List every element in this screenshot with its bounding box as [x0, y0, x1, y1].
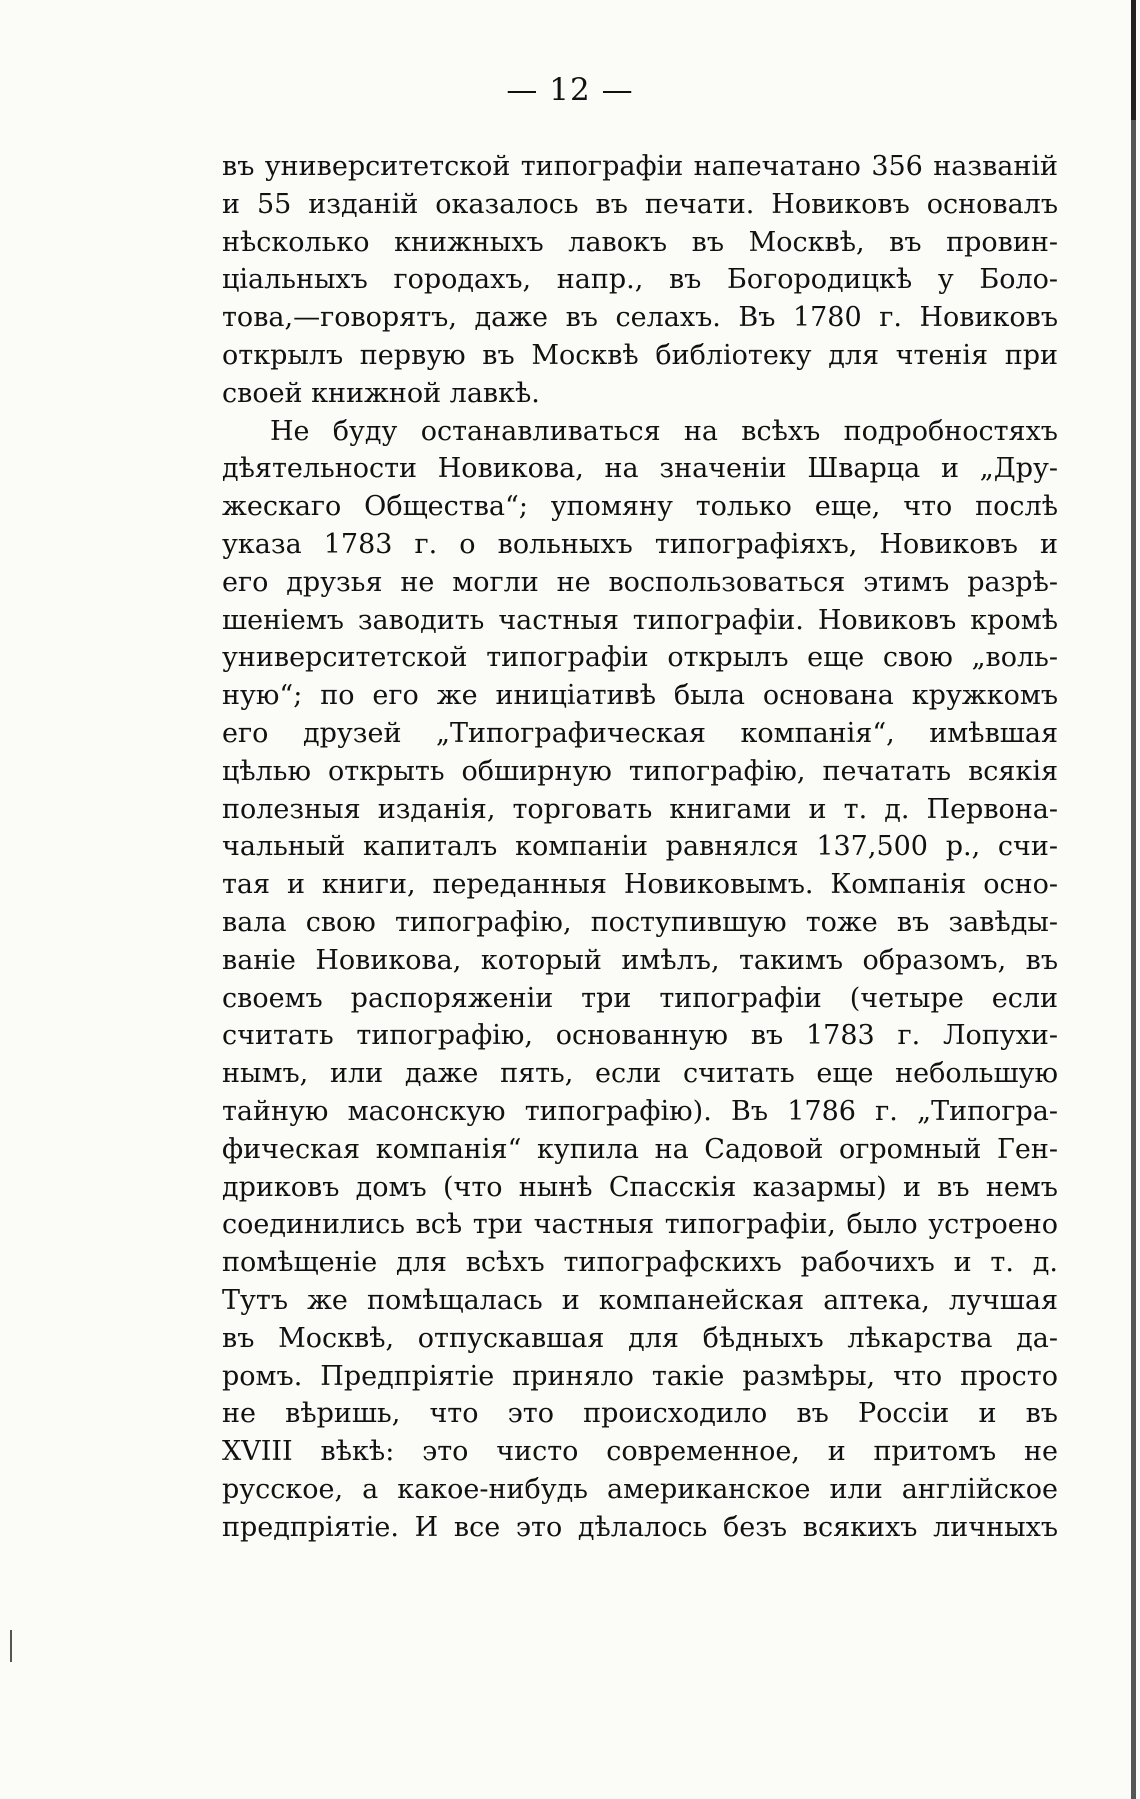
text-line: русское, а какое-нибудь американское или англійское: [222, 1473, 1058, 1505]
text-line: шеніемъ заводить частныя типографіи. Новиковъ кромѣ: [222, 604, 1058, 636]
text-line: цѣлью открыть обширную типографію, печатать всякія: [222, 755, 1058, 787]
text-line: ціальныхъ городахъ, напр., въ Богородицкѣ у Боло-: [222, 264, 1058, 296]
text-line: соединились всѣ три частныя типографіи, было устроено: [222, 1209, 1058, 1241]
text-line: тая и книги, переданныя Новиковымъ. Компанія осно-: [222, 869, 1058, 901]
text-line: ваніе Новикова, который имѣлъ, такимъ образомъ, въ: [222, 944, 1058, 976]
text-line: фическая компанія“ купила на Садовой огромный Ген-: [222, 1133, 1058, 1165]
text-line: нымъ, или даже пять, если считать еще небольшую: [222, 1058, 1058, 1090]
text-line: ромъ. Предпріятіе приняло такіе размѣры, что просто: [222, 1360, 1058, 1392]
page-number: — 12 —: [506, 72, 634, 108]
text-line: своемъ распоряженіи три типографіи (четыре если: [222, 982, 1058, 1014]
text-line: това,—говорятъ, даже въ селахъ. Въ 1780 г. Новиковъ: [222, 302, 1058, 334]
page-edge-shadow: [1131, 0, 1136, 1799]
text-line: нѣсколько книжныхъ лавокъ въ Москвѣ, въ провин-: [222, 226, 1058, 258]
text-line: Тутъ же помѣщалась и компанейская аптека, лучшая: [222, 1284, 1058, 1316]
text-line: полезныя изданія, торговать книгами и т. д. Первона-: [222, 793, 1058, 825]
text-line: дѣятельности Новикова, на значеніи Шварца и „Дру-: [222, 453, 1058, 485]
scan-mark: [10, 1630, 12, 1662]
text-line: своей книжной лавкѣ.: [222, 377, 540, 409]
text-line: и 55 изданій оказалось въ печати. Новиковъ основалъ: [222, 188, 1058, 220]
body-text: [222, 148, 1058, 1546]
text-line: дриковъ домъ (что нынѣ Спасскія казармы) и въ немъ: [222, 1171, 1058, 1203]
text-line: тайную масонскую типографію). Въ 1786 г. „Типогра-: [222, 1095, 1058, 1127]
text-line: считать типографію, основанную въ 1783 г. Лопухи-: [222, 1020, 1058, 1052]
text-line: его друзья не могли не воспользоваться этимъ разрѣ-: [222, 566, 1058, 598]
text-line: въ университетской типографіи напечатано 356 названій: [222, 151, 1058, 182]
text-line: предпріятіе. И все это дѣлалось безъ всякихъ личныхъ: [222, 1511, 1058, 1543]
text-line: XVIII вѣкѣ: это чисто современное, и притомъ не: [222, 1436, 1058, 1468]
text-line: въ Москвѣ, отпускавшая для бѣдныхъ лѣкарства да-: [222, 1322, 1058, 1354]
text-line: помѣщеніе для всѣхъ типографскихъ рабочихъ и т. д.: [222, 1247, 1058, 1279]
text-line: университетской типографіи открылъ еще свою „воль-: [222, 642, 1058, 674]
text-line: его друзей „Типографическая компанія“, имѣвшая: [222, 717, 1058, 749]
text-line: ную“; по его же иниціативѣ была основана кружкомъ: [222, 680, 1058, 712]
text-line: открылъ первую въ Москвѣ библіотеку для чтенія при: [222, 339, 1058, 371]
text-line: указа 1783 г. о вольныхъ типографіяхъ, Новиковъ и: [222, 528, 1058, 560]
text-line: чальный капиталъ компаніи равнялся 137,500 р., счи-: [222, 831, 1058, 863]
text-line: вала свою типографію, поступившую тоже въ завѣды-: [222, 906, 1058, 938]
paragraph-start-line: Не буду останавливаться на всѣхъ подробностяхъ: [270, 415, 1058, 447]
text-line: жескаго Общества“; упомяну только еще, что послѣ: [222, 491, 1058, 523]
text-line: не вѣришь, что это происходило въ Россіи и въ: [222, 1398, 1058, 1430]
